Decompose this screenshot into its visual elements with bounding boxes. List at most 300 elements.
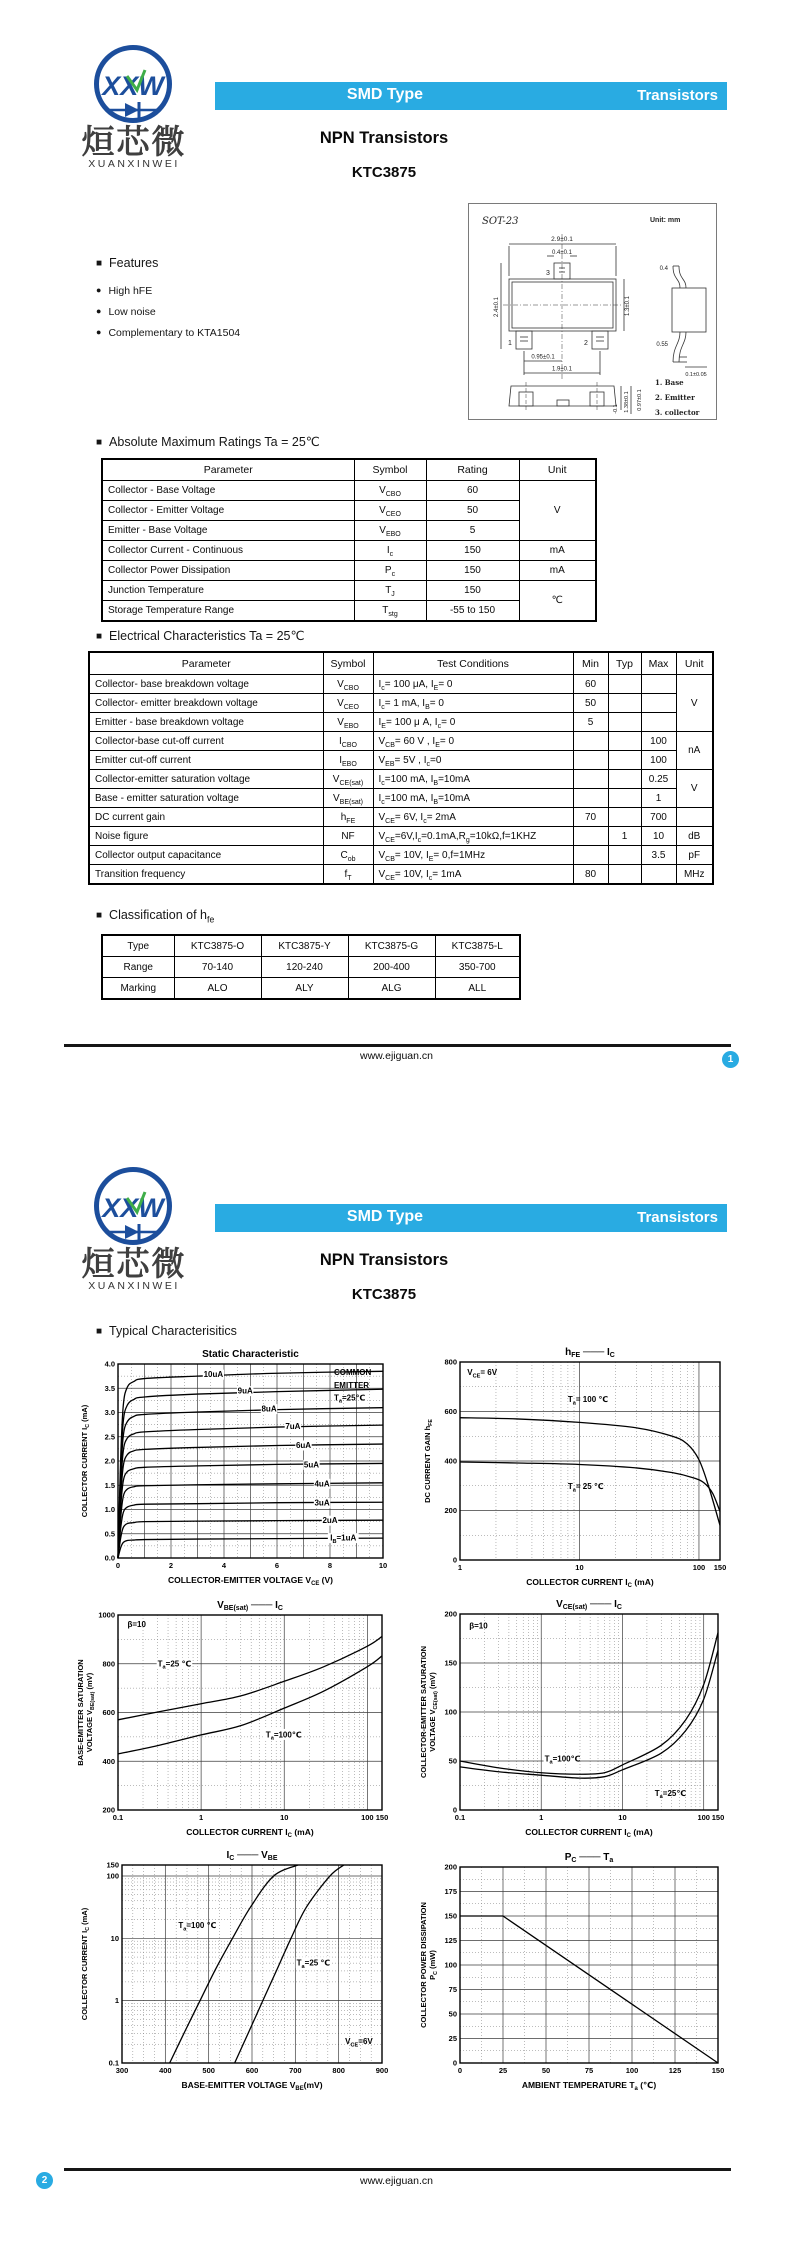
symbol-cell: $V_{CEO}$: [354, 501, 426, 521]
section-square-icon: ■: [96, 631, 103, 642]
footer-url: www.ejiguan.cn: [360, 2175, 433, 2187]
hfe-classification-table: [101, 934, 521, 1000]
typ-cell: 1: [608, 827, 641, 846]
page-number-badge: 1: [722, 1051, 739, 1068]
svg-text:0.97±0.1: 0.97±0.1: [637, 389, 643, 411]
electrical-characteristics-table: [88, 651, 714, 885]
svg-text:VCE(sat) ─── IC: $V_{CE(sat)}$ ─── $I_C$: [556, 1599, 622, 1612]
header-cell: Unit: [676, 652, 713, 675]
svg-text:COLLECTOR CURRENT IC (mA): COLLECTOR CURRENT $I_C$ (mA): [525, 1827, 653, 1840]
side-view-dimensions: [656, 266, 706, 378]
table-row: [102, 581, 596, 601]
svg-text:3.5: 3.5: [104, 1383, 115, 1393]
svg-text:10: 10: [618, 1813, 627, 1822]
svg-text:125: 125: [444, 1936, 457, 1945]
svg-text:6: 6: [274, 1561, 280, 1570]
banner-smd-type: SMD Type: [346, 1208, 424, 1225]
header-cell: Symbol: [323, 652, 373, 675]
svg-text:6uA: 6uA: [295, 1440, 312, 1450]
cond-cell: $I_c=100$ mA, $I_B=10mA$: [373, 770, 573, 789]
table-row: [89, 789, 713, 808]
symbol-cell: $h_{FE}$: [323, 808, 373, 827]
svg-text:COLLECTOR CURRENT IC (mA): COLLECTOR CURRENT $I_C$ (mA): [526, 1577, 654, 1590]
cell: ALL: [435, 978, 520, 1000]
svg-text:Ta= 25 ℃: $T_a= 25$ ℃: [567, 1482, 604, 1494]
svg-text:1: 1: [457, 1563, 463, 1572]
svg-text:2.5: 2.5: [104, 1432, 115, 1442]
param-cell: Collector- base breakdown voltage: [89, 675, 323, 694]
max-cell: 0.25: [641, 770, 676, 789]
svg-text:700: 700: [289, 2066, 302, 2075]
bullet-icon: ●: [96, 306, 102, 316]
symbol-cell: NF: [323, 827, 373, 846]
symbol-cell: $V_{EBO}$: [354, 521, 426, 541]
param-cell: Noise figure: [89, 827, 323, 846]
table-row: [89, 713, 713, 732]
svg-text:1: 1: [508, 340, 512, 347]
cell: KTC3875-O: [174, 935, 261, 957]
svg-text:-0.1: -0.1: [613, 404, 619, 414]
svg-text:5uA: 5uA: [303, 1460, 320, 1470]
svg-text:AMBIENT TEMPERATURE Ta (℃: AMBIENT TEMPERATURE $T_a$ (℃): [521, 2080, 657, 2093]
svg-text:2: 2: [584, 340, 588, 347]
cell: Range: [102, 957, 174, 978]
param-cell: Emitter - base breakdown voltage: [89, 713, 323, 732]
cond-cell: $V_{CE}=6V,I_c=0.1mA,R_g=10k\Omega,f=1KHZ$: [373, 827, 573, 846]
svg-text:hFE ─── IC: $h_{FE}$ ─── $I_C$: [565, 1347, 615, 1360]
min-cell: [573, 789, 608, 808]
typ-cell: [608, 808, 641, 827]
svg-text:1.5: 1.5: [104, 1480, 115, 1490]
package-outline-box: [468, 203, 717, 420]
rating-cell: 5: [426, 521, 519, 541]
svg-text:200: 200: [444, 1862, 457, 1872]
table-row: [102, 561, 596, 581]
unit-cell: V: [676, 675, 713, 732]
svg-text:1.9±0.1: 1.9±0.1: [552, 366, 572, 373]
symbol-cell: $V_{EBO}$: [323, 713, 373, 732]
unit-cell: V: [676, 770, 713, 808]
param-cell: Collector Current - Continuous: [102, 541, 354, 561]
banner-transistors: Transistors: [637, 87, 718, 104]
cell: 70-140: [174, 957, 261, 978]
unit-cell: mA: [519, 561, 596, 581]
svg-text:100: 100: [625, 2066, 639, 2075]
svg-text:PC (mW): $P_C$ (mW): [428, 1950, 440, 1980]
header-banner: [215, 82, 727, 110]
param-cell: Collector - Base Voltage: [102, 481, 354, 501]
rating-cell: 50: [426, 501, 519, 521]
table-row: [89, 827, 713, 846]
typ-cell: [608, 865, 641, 885]
typ-cell: [608, 789, 641, 808]
svg-text:50: 50: [541, 2066, 551, 2075]
rating-cell: -55 to 150: [426, 601, 519, 622]
rating-cell: 150: [426, 561, 519, 581]
max-cell: 3.5: [641, 846, 676, 865]
param-cell: Collector - Emitter Voltage: [102, 501, 354, 521]
table-header-row: [89, 652, 713, 675]
footer-divider: [64, 1044, 731, 1047]
svg-text:2. Emitter: 2. Emitter: [655, 393, 695, 402]
max-cell: [641, 865, 676, 885]
brand-logo: [87, 1164, 179, 1248]
header-cell: Symbol: [354, 459, 426, 481]
svg-text:200: 200: [444, 1609, 457, 1619]
unit-cell: V: [519, 481, 596, 541]
min-cell: [573, 846, 608, 865]
svg-text:COLLECTOR-EMITTER VOLTAGE V: COLLECTOR-EMITTER VOLTAGE $V_{CE}$ (V): [167, 1575, 334, 1588]
unit-label: Unit: mm: [650, 217, 681, 224]
svg-text:25: 25: [448, 2034, 457, 2043]
min-cell: 5: [573, 713, 608, 732]
svg-text:4.0: 4.0: [104, 1359, 115, 1369]
svg-text:8: 8: [327, 1561, 333, 1570]
svg-text:200: 200: [444, 1506, 457, 1515]
symbol-cell: $V_{CE(sat)}$: [323, 770, 373, 789]
symbol-cell: $C_{ob}$: [323, 846, 373, 865]
brand-en-name: XUANXINWEI: [88, 1280, 180, 1292]
svg-text:10: 10: [378, 1561, 388, 1570]
section-square-icon: ■: [96, 1326, 103, 1337]
typ-cell: [608, 713, 641, 732]
cell: Type: [102, 935, 174, 957]
svg-text:200: 200: [102, 1805, 115, 1815]
symbol-cell: $V_{CBO}$: [323, 675, 373, 694]
sot23-package-drawing: [469, 204, 714, 417]
param-cell: Collector Power Dissipation: [102, 561, 354, 581]
header-cell: Rating: [426, 459, 519, 481]
param-cell: Collector output capacitance: [89, 846, 323, 865]
svg-text:75: 75: [448, 1985, 457, 1994]
max-cell: 700: [641, 808, 676, 827]
svg-text:0.1: 0.1: [454, 1813, 466, 1822]
svg-text:100: 100: [697, 1813, 710, 1822]
cell: KTC3875-L: [435, 935, 520, 957]
min-cell: [573, 751, 608, 770]
svg-text:VOLTAGE VBE(sat) (mV): VOLTAGE $V_{BE(sat)}$ (mV): [85, 1672, 97, 1753]
header-cell: Typ: [608, 652, 641, 675]
abs-max-heading: ■ Absolute Maximum Ratings Ta = 25℃: [96, 435, 320, 449]
svg-text:β=10: β=10: [469, 1621, 488, 1631]
svg-text:Ta=100 ℃: $T_a=100$ ℃: [178, 1921, 217, 1933]
svg-text:PC ─── Ta: $P_C$ ─── $T_a$: [564, 1852, 614, 1865]
chart-vbesat-vs-ic: [75, 1596, 395, 1851]
svg-text:400: 400: [444, 1456, 457, 1466]
typical-characteristics-heading: ■ Typical Characterisitics: [96, 1324, 237, 1338]
param-cell: Collector-emitter saturation voltage: [89, 770, 323, 789]
cond-cell: $V_{CE}= 6V$, $I_c= 2mA$: [373, 808, 573, 827]
svg-text:0.95±0.1: 0.95±0.1: [531, 354, 555, 361]
svg-text:1000: 1000: [98, 1610, 115, 1620]
cond-cell: $I_c= 1$ mA, $I_B= 0$: [373, 694, 573, 713]
min-cell: 80: [573, 865, 608, 885]
svg-text:100: 100: [444, 1707, 457, 1717]
symbol-cell: $T_{stg}$: [354, 601, 426, 622]
svg-text:Ta=25 ℃: $T_a=25$ ℃: [157, 1659, 192, 1671]
header-cell: Parameter: [89, 652, 323, 675]
svg-text:0.4±0.1: 0.4±0.1: [552, 250, 572, 256]
svg-text:2uA: 2uA: [322, 1516, 338, 1526]
param-cell: Junction Temperature: [102, 581, 354, 601]
rating-cell: 150: [426, 541, 519, 561]
svg-text:4uA: 4uA: [314, 1479, 330, 1489]
unit-cell: dB: [676, 827, 713, 846]
svg-text:25: 25: [498, 2066, 508, 2075]
svg-text:2.4±0.1: 2.4±0.1: [494, 297, 500, 317]
svg-text:3: 3: [546, 270, 550, 277]
brand-cn-name: 烜芯微: [81, 123, 187, 160]
symbol-cell: $I_{EBO}$: [323, 751, 373, 770]
svg-text:8uA: 8uA: [261, 1404, 277, 1414]
svg-text:10: 10: [110, 1933, 119, 1943]
cell: 350-700: [435, 957, 520, 978]
symbol-cell: $V_{CBO}$: [354, 481, 426, 501]
svg-text:150: 150: [711, 2066, 725, 2075]
svg-text:150: 150: [711, 1813, 725, 1822]
svg-text:1.3±0.1: 1.3±0.1: [625, 296, 631, 316]
svg-text:150: 150: [106, 1860, 119, 1870]
part-number: KTC3875: [351, 164, 417, 181]
symbol-cell: $I_{CBO}$: [323, 732, 373, 751]
svg-text:1: 1: [539, 1813, 544, 1822]
typ-cell: [608, 846, 641, 865]
chart-vcesat-vs-ic: [418, 1596, 738, 1851]
svg-text:100: 100: [106, 1871, 119, 1881]
param-cell: Base - emitter saturation voltage: [89, 789, 323, 808]
package-name: SOT-23: [482, 216, 519, 227]
page-title: NPN Transistors: [319, 129, 449, 147]
chart-static-characteristic: [75, 1346, 395, 1596]
svg-text:10: 10: [280, 1813, 289, 1822]
cell: 200-400: [348, 957, 435, 978]
table-row: [89, 751, 713, 770]
brand-cn-name: 烜芯微: [81, 1245, 187, 1282]
bullet-icon: ●: [96, 327, 102, 337]
min-cell: [573, 770, 608, 789]
param-cell: Emitter - Base Voltage: [102, 521, 354, 541]
feature-item: ● Complementary to KTA1504: [96, 327, 241, 339]
unit-cell: nA: [676, 732, 713, 770]
symbol-cell: $V_{CEO}$: [323, 694, 373, 713]
cond-cell: $V_{CB}= 10V$, $I_E= 0,f=1MHz$: [373, 846, 573, 865]
section-square-icon: ■: [96, 258, 103, 269]
min-cell: [573, 732, 608, 751]
svg-text:3.0: 3.0: [104, 1408, 115, 1417]
svg-text:150: 150: [713, 1563, 727, 1572]
chart-ic-vs-vbe: [75, 1838, 395, 2106]
cond-cell: $I_c=100$ mA, $I_B=10mA$: [373, 789, 573, 808]
svg-text:2: 2: [168, 1561, 174, 1570]
rating-cell: 150: [426, 581, 519, 601]
header-cell: Max: [641, 652, 676, 675]
svg-text:1. Base: 1. Base: [655, 378, 684, 387]
cond-cell: $V_{EB}= 5V$ , $I_c=0$: [373, 751, 573, 770]
min-cell: 70: [573, 808, 608, 827]
param-cell: Transition frequency: [89, 865, 323, 885]
absolute-maximum-ratings-table: [101, 458, 597, 622]
svg-text:IB=1uA: $I_B=1uA$: [330, 1533, 357, 1545]
table-row: [102, 935, 520, 957]
svg-text:COLLECTOR-EMITTER SATURATION: COLLECTOR-EMITTER SATURATION: [419, 1645, 428, 1779]
max-cell: 1: [641, 789, 676, 808]
svg-text:COMMON: COMMON: [333, 1368, 372, 1378]
svg-text:1.38±0.1: 1.38±0.1: [624, 391, 630, 413]
table-row: [89, 675, 713, 694]
svg-text:3uA: 3uA: [314, 1498, 330, 1508]
header-cell: Unit: [519, 459, 596, 481]
min-cell: [573, 827, 608, 846]
svg-text:175: 175: [444, 1887, 457, 1896]
svg-text:400: 400: [159, 2066, 172, 2075]
part-number: KTC3875: [351, 1286, 417, 1303]
header-cell: Test Conditions: [373, 652, 573, 675]
table-row: [102, 978, 520, 1000]
param-cell: Emitter cut-off current: [89, 751, 323, 770]
svg-text:EMITTER: EMITTER: [333, 1380, 370, 1390]
svg-text:0.5: 0.5: [104, 1529, 115, 1539]
svg-text:2.9±0.1: 2.9±0.1: [551, 236, 573, 243]
footer-divider: [64, 2168, 731, 2171]
svg-text:0.55: 0.55: [656, 342, 668, 348]
svg-text:0.4: 0.4: [659, 266, 668, 272]
banner-smd-type: SMD Type: [346, 86, 424, 103]
max-cell: [641, 713, 676, 732]
min-cell: 60: [573, 675, 608, 694]
logo-text: XXW: [102, 1193, 164, 1223]
typ-cell: [608, 751, 641, 770]
svg-text:0.1±0.05: 0.1±0.05: [685, 372, 707, 378]
svg-text:50: 50: [448, 2009, 457, 2019]
svg-text:VCE=6V: $V_{CE}=6V$: [345, 2037, 373, 2049]
unit-cell: ℃: [519, 581, 596, 622]
svg-text:100: 100: [361, 1813, 374, 1822]
unit-cell: mA: [519, 541, 596, 561]
banner-transistors: Transistors: [637, 1209, 718, 1226]
unit-cell: pF: [676, 846, 713, 865]
cell: KTC3875-Y: [261, 935, 348, 957]
svg-text:VBE(sat) ─── IC: $V_{BE(sat)}$ ─── $I_C$: [217, 1600, 283, 1613]
max-cell: 100: [641, 732, 676, 751]
svg-text:150: 150: [444, 1911, 457, 1921]
cell: ALY: [261, 978, 348, 1000]
param-cell: Collector- emitter breakdown voltage: [89, 694, 323, 713]
symbol-cell: $V_{BE(sat)}$: [323, 789, 373, 808]
svg-text:900: 900: [375, 2066, 389, 2075]
max-cell: 10: [641, 827, 676, 846]
cond-cell: $I_E= 100$ μ A, $I_c= 0$: [373, 713, 573, 732]
cell: 120-240: [261, 957, 348, 978]
svg-text:BASE-EMITTER SATURATION: BASE-EMITTER SATURATION: [76, 1659, 85, 1766]
svg-text:0: 0: [452, 1805, 457, 1815]
svg-text:Static Characteristic: Static Characteristic: [202, 1349, 299, 1360]
svg-text:COLLECTOR CURRENT IC (mA): COLLECTOR CURRENT $I_C$ (mA): [186, 1827, 314, 1840]
svg-text:125: 125: [668, 2066, 682, 2075]
svg-text:0.0: 0.0: [104, 1553, 115, 1563]
svg-text:β=10: β=10: [127, 1619, 146, 1629]
logo-text: XXW: [102, 71, 164, 101]
svg-text:BASE-EMITTER VOLTAGE VBE(m: BASE-EMITTER VOLTAGE $V_{BE}(mV)$: [181, 2080, 323, 2093]
table-row: [102, 957, 520, 978]
symbol-cell: $P_c$: [354, 561, 426, 581]
feature-item: ● Low noise: [96, 306, 156, 318]
svg-text:800: 800: [102, 1659, 115, 1669]
bottom-view-dimensions: [613, 389, 643, 413]
table-header-row: [102, 459, 596, 481]
cell: KTC3875-G: [348, 935, 435, 957]
typ-cell: [608, 694, 641, 713]
svg-text:10uA: 10uA: [203, 1370, 224, 1380]
page-2: [0, 1122, 793, 2244]
svg-text:Ta= 100 ℃: $T_a= 100$ ℃: [567, 1395, 609, 1407]
svg-text:300: 300: [115, 2066, 129, 2075]
svg-text:COLLECTOR POWER DISSIPATION: COLLECTOR POWER DISSIPATION: [419, 1902, 428, 2028]
table-row: [89, 865, 713, 885]
features-heading: ■ Features: [96, 256, 159, 270]
svg-text:0: 0: [452, 1555, 457, 1565]
classification-heading: ■ Classification of $h_{fe}$: [96, 908, 215, 925]
svg-text:600: 600: [245, 2066, 259, 2075]
svg-text:50: 50: [448, 1756, 457, 1766]
max-cell: 100: [641, 751, 676, 770]
svg-text:600: 600: [102, 1708, 115, 1717]
symbol-cell: $T_J$: [354, 581, 426, 601]
table-row: [89, 846, 713, 865]
svg-text:1.0: 1.0: [104, 1505, 115, 1514]
pin-legend: [655, 378, 700, 417]
table-row: [89, 808, 713, 827]
side-view: [672, 266, 707, 367]
unit-cell: MHz: [676, 865, 713, 885]
chart-pc-vs-ta: [418, 1838, 738, 2106]
svg-text:500: 500: [202, 2066, 215, 2075]
svg-text:150: 150: [444, 1658, 457, 1668]
svg-text:800: 800: [332, 2066, 345, 2075]
header-cell: Parameter: [102, 459, 354, 481]
svg-text:100: 100: [444, 1960, 457, 1970]
table-row: [89, 694, 713, 713]
bullet-icon: ●: [96, 285, 102, 295]
param-cell: DC current gain: [89, 808, 323, 827]
svg-text:0.1: 0.1: [112, 1813, 124, 1822]
svg-text:Ta=100℃: $T_a=100℃$: [544, 1754, 581, 1766]
svg-text:COLLECTOR CURRENT IC (mA): COLLECTOR CURRENT $I_C$ (mA): [80, 1907, 92, 2021]
svg-text:2.0: 2.0: [104, 1456, 115, 1466]
svg-text:0.1: 0.1: [108, 2058, 119, 2068]
elec-char-heading: ■ Electrical Characteristics Ta = 25℃: [96, 629, 305, 643]
svg-text:0: 0: [457, 2066, 463, 2075]
brand-en-name: XUANXINWEI: [88, 158, 180, 170]
typ-cell: [608, 675, 641, 694]
table-row: [102, 481, 596, 501]
page-title: NPN Transistors: [319, 1251, 449, 1269]
header-cell: Min: [573, 652, 608, 675]
brand-logo: [87, 42, 179, 126]
page-number-badge: 2: [36, 2172, 53, 2189]
table-row: [102, 541, 596, 561]
svg-text:400: 400: [102, 1756, 115, 1766]
symbol-cell: $I_c$: [354, 541, 426, 561]
svg-text:75: 75: [584, 2066, 594, 2075]
svg-text:150: 150: [375, 1813, 389, 1822]
svg-text:Ta=100℃: $T_a=100℃$: [265, 1730, 302, 1742]
footer-url: www.ejiguan.cn: [360, 1050, 433, 1062]
rating-cell: 60: [426, 481, 519, 501]
unit-cell: [676, 808, 713, 827]
chart-hfe-vs-ic: [418, 1340, 748, 1598]
svg-text:1: 1: [199, 1813, 204, 1822]
svg-text:0: 0: [115, 1561, 121, 1570]
